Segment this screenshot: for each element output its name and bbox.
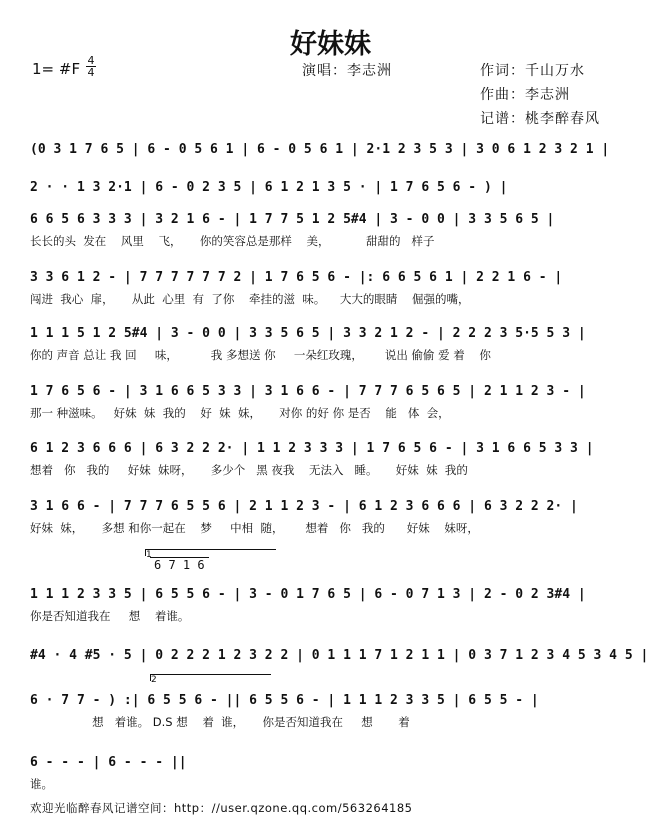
lyric-row <box>30 669 632 685</box>
notation-row: 6 - - - | 6 - - - || <box>30 754 187 770</box>
lyric-row: 想 着谁。 D.S 想 着 谁， 你是否知道我在 想 着 <box>30 715 410 729</box>
notation-row: (0 3 1 7 6 5 | 6 - 0 5 6 1 | 6 - 0 5 6 1 | 2·1 2 3 5 3 | 3 0 6 1 2 3 2 1 | <box>30 141 610 157</box>
lyric-row: 那一 种滋味。 好妹 妹 我的 好 妹 妹， 对你 的好 你 是否 能 体 会， <box>30 406 450 420</box>
volta-1-bracket: 1 <box>145 549 276 556</box>
transcriber-credit: 记谱：桃李醉春风 <box>480 111 600 127</box>
notation-row: 1 1 1 2 3 3 5 | 6 5 5 6 - | 3 - 0 1 7 6 5 | 6 - 0 7 1 3 | 2 - 0 2 3#4 | <box>30 586 586 602</box>
notation-row: #4 · 4 #5 · 5 | 0 2 2 2 1 2 3 2 2 | 0 1 1 1 7 1 2 1 1 | 0 3 7 1 2 3 4 5 3 4 5 | <box>30 647 649 663</box>
notation-row: 6 · 7 7 - ) :| 6 5 5 6 - || 6 5 5 6 - | 1 1 1 2 3 3 5 | 6 5 5 - | <box>30 692 539 708</box>
notation-row: 1 1 1 5 1 2 5#4 | 3 - 0 0 | 3 3 5 6 5 | 3 3 2 1 2 - | 2 2 2 3 5·5 5 3 | <box>30 325 586 341</box>
volta-2-bracket: 2 <box>150 674 271 681</box>
meter-bottom: 4 <box>87 66 95 79</box>
lyric-row: 想着 你 我的 好妹 妹呀， 多少个 黑 夜我 无法入 睡。 好妹 妹 我的 <box>30 463 468 477</box>
notation-row: 1 7 6 5 6 - | 3 1 6 6 5 3 3 | 3 1 6 6 - | 7 7 7 6 5 6 5 | 2 1 1 2 3 - | <box>30 383 586 399</box>
song-title: 好妹妹 <box>290 29 371 60</box>
singer-credit: 演唱：李志洲 <box>302 63 392 79</box>
notation-row: 3 1 6 6 - | 7 7 7 6 5 5 6 | 2 1 1 2 3 - | 6 1 2 3 6 6 6 | 6 3 2 2 2· | <box>30 498 578 514</box>
segment-notes: 6 7 1 6 <box>150 557 209 572</box>
lyric-row: 闯进 我心 扉， 从此 心里 有 了你 牵挂的滋 味。 大大的眼睛 倔强的嘴， <box>30 292 470 306</box>
notation-row: 6 1 2 3 6 6 6 | 6 3 2 2 2· | 1 1 2 3 3 3 | 1 7 6 5 6 - | 3 1 6 6 5 3 3 | <box>30 440 594 456</box>
notation-row: 2 · · 1 3 2·1 | 6 - 0 2 3 5 | 6 1 2 1 3 5 · | 1 7 6 5 6 - ) | <box>30 179 508 195</box>
key-signature: 1= #F <box>32 60 81 78</box>
lyric-row: 你的 声音 总让 我 回 味， 我 多想送 你 一朵红玫瑰， 说出 偷偷 爱 着 你 <box>30 348 491 362</box>
time-signature <box>86 55 96 78</box>
lyric-row: 你是否知道我在 想 着谁。 <box>30 609 190 623</box>
notation-row: 6 6 5 6 3 3 3 | 3 2 1 6 - | 1 7 7 5 1 2 5#4 | 3 - 0 0 | 3 3 5 6 5 | <box>30 211 555 227</box>
footer-credit: 欢迎光临醉春风记谱空间：http：//user.qzone.qq.com/563264185 <box>30 801 413 815</box>
notation-row: 3 3 6 1 2 - | 7 7 7 7 7 7 2 | 1 7 6 5 6 - |: 6 6 5 6 1 | 2 2 1 6 - | <box>30 269 563 285</box>
meter-top: 4 <box>87 54 95 67</box>
lyric-row: 谁。 <box>30 777 53 791</box>
lyricist-credit: 作词：千山万水 <box>480 63 585 79</box>
lyric-row: 好妹 妹， 多想 和你一起在 梦 中相 随， 想着 你 我的 好妹 妹呀， <box>30 521 479 535</box>
lyric-row: 长长的头 发在 风里 飞， 你的笑容总是那样 美， 甜甜的 样子 <box>30 234 435 248</box>
composer-credit: 作曲：李志洲 <box>480 87 570 103</box>
